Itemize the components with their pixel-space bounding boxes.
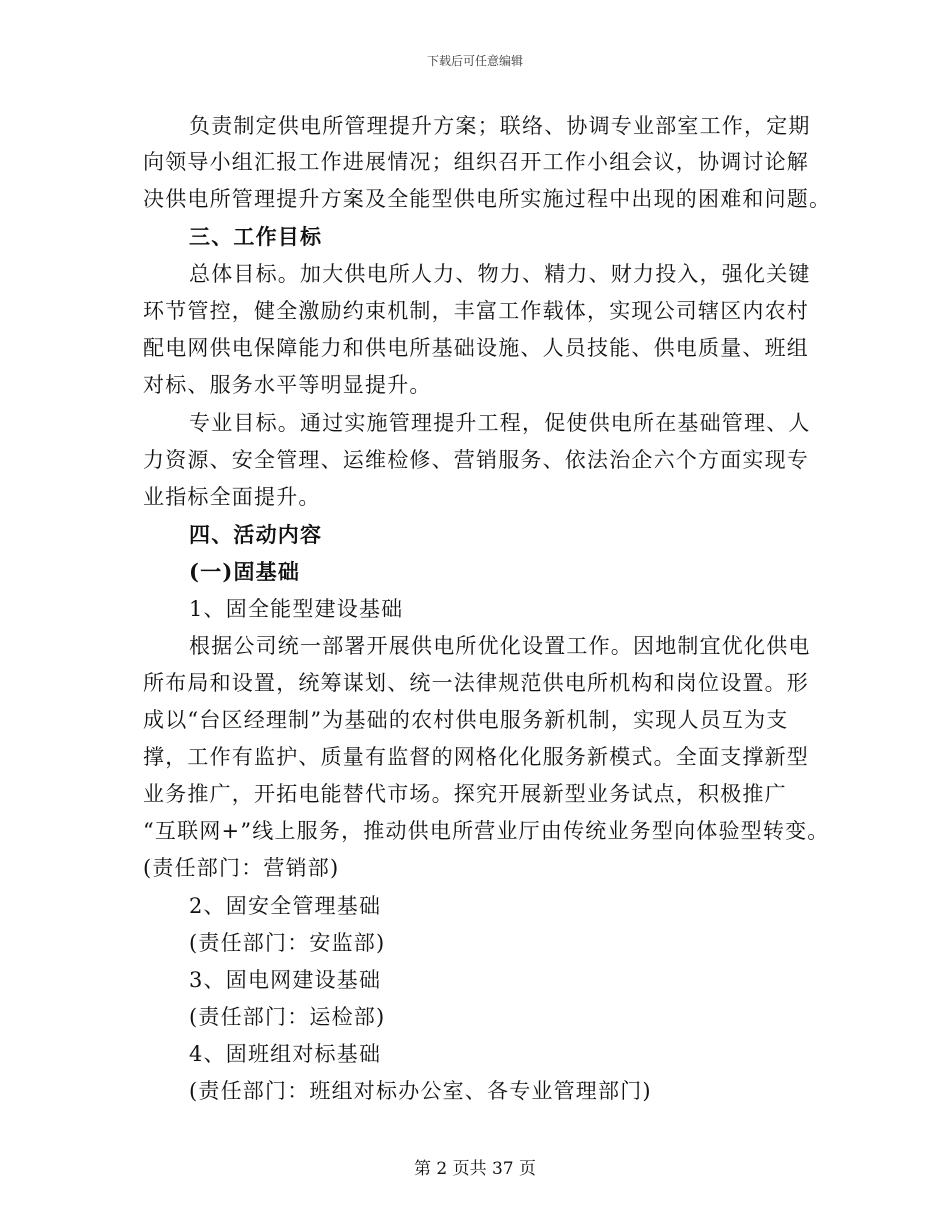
paragraph-line: 专业目标。通过实施管理提升工程，促使供电所在基础管理、人 xyxy=(189,411,811,435)
paragraph-line: 对标、服务水平等明显提升。 xyxy=(143,373,432,397)
section-heading: 四、活动内容 xyxy=(189,522,323,547)
paragraph-line: 所布局和设置，统筹谋划、统一法律规范供电所机构和岗位设置。形 xyxy=(143,671,809,695)
paragraph-line: 负责制定供电所管理提升方案；联络、协调专业部室工作，定期 xyxy=(189,114,811,138)
paragraph-line: 成以“台区经理制”为基础的农村供电服务新机制，实现人员互为支 xyxy=(143,708,789,732)
responsible-dept: (责任部门：运检部) xyxy=(189,1005,386,1029)
paragraph-line: “互联网+”线上服务，推动供电所营业厅由传统业务型向体验型转变。 xyxy=(143,819,830,843)
item-heading: 2、固安全管理基础 xyxy=(189,894,382,918)
responsible-dept: (责任部门：班组对标办公室、各专业管理部门) xyxy=(189,1079,652,1103)
paragraph-line: 根据公司统一部署开展供电所优化设置工作。因地制宜优化供电 xyxy=(189,634,811,658)
subsection-heading: (一)固基础 xyxy=(189,559,301,584)
paragraph-line: 配电网供电保障能力和供电所基础设施、人员技能、供电质量、班组 xyxy=(143,336,809,360)
section-heading: 三、工作目标 xyxy=(189,224,323,249)
paragraph-line: 业指标全面提升。 xyxy=(143,485,321,509)
responsible-dept: (责任部门：营销部) xyxy=(143,856,340,880)
paragraph-line: 撑，工作有监护、质量有监督的网格化化服务新模式。全面支撑新型 xyxy=(143,745,809,769)
paragraph-line: 力资源、安全管理、运维检修、营销服务、依法治企六个方面实现专 xyxy=(143,448,809,472)
paragraph-line: 环节管控，健全激励约束机制，丰富工作载体，实现公司辖区内农村 xyxy=(143,299,809,323)
item-heading: 1、固全能型建设基础 xyxy=(189,597,404,621)
item-heading: 3、固电网建设基础 xyxy=(189,968,382,992)
paragraph-line: 向领导小组汇报工作进展情况；组织召开工作小组会议，协调讨论解 xyxy=(143,150,809,174)
page-number: 第 2 页共 37 页 xyxy=(413,1159,537,1179)
paragraph-line: 总体目标。加大供电所人力、物力、精力、财力投入，强化关键 xyxy=(189,262,811,286)
page-header: 下载后可任意编辑 xyxy=(426,54,523,68)
item-heading: 4、固班组对标基础 xyxy=(189,1042,382,1066)
paragraph-line: 业务推广，开拓电能替代市场。探究开展新型业务试点，积极推广 xyxy=(143,782,787,806)
paragraph-line: 决供电所管理提升方案及全能型供电所实施过程中出现的困难和问题。 xyxy=(143,187,832,211)
responsible-dept: (责任部门：安监部) xyxy=(189,931,386,955)
